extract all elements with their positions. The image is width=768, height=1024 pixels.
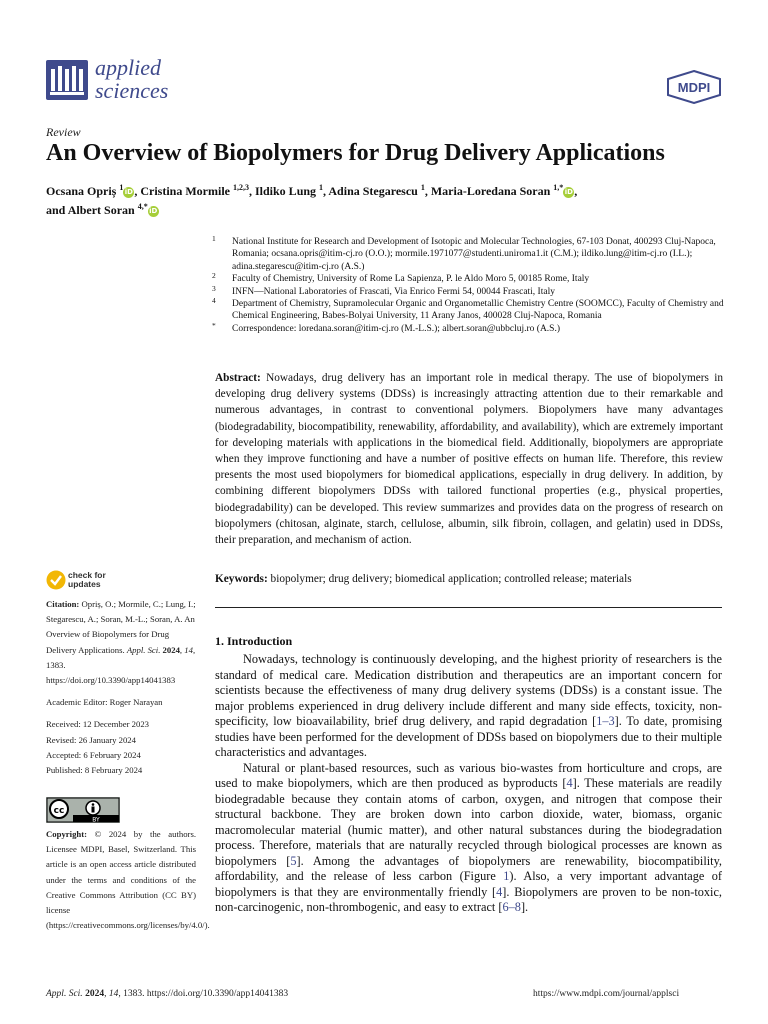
publisher-name: MDPI: [677, 80, 711, 95]
author-affiliation-mark: 1: [119, 183, 124, 192]
article-info-sidebar: [46, 597, 196, 785]
keywords-label: Keywords:: [215, 573, 268, 585]
affiliation-text: Department of Chemistry, Supramolecular Organic and Organometallic Chemistry Centre (SOOMCC), Faculty of Chemistry and Chemical Engineering, Babes-Bolyai University, 11 Arany Janos, 400028 Cluj-Napoca, Romania: [232, 299, 724, 322]
citation-link[interactable]: 4: [496, 884, 503, 899]
citation-block: Citation: Opriș, O.; Mormile, C.; Lung, I.; Stegarescu, A.; Soran, M.-L.; Soran, A. An Overview of Biopolymers for Drug Delivery Applications. Appl. Sci. 2024, 14, 1383. https://doi.org/10.3390/app14041383: [46, 599, 196, 686]
published-date: Published: 8 February 2024: [46, 765, 143, 776]
affiliation-text: Correspondence: loredana.soran@itim-cj.ro (M.-L.S.); albert.soran@ubbcluj.ro (A.S.): [232, 323, 561, 334]
copyright-notice: Copyright: © 2024 by the authors. Licensee MDPI, Basel, Switzerland. This article is an open access article distributed under the terms and conditions of the Creative Commons Attribution (CC BY) license (https://creativecommons.org/licenses/by/4.0/).: [46, 829, 210, 931]
affiliation-item: [212, 236, 724, 273]
citation-link[interactable]: 4: [566, 776, 573, 790]
intro-body: [215, 652, 722, 916]
affiliation-item: [212, 320, 724, 335]
orcid-icon[interactable]: iD: [564, 188, 573, 196]
author-affiliation-mark: 1,2,3: [233, 183, 249, 192]
author-name: Ocsana Opriș: [46, 184, 117, 198]
received-date: Received: 12 December 2023: [46, 719, 150, 730]
affiliation-number: 4: [212, 296, 216, 306]
author-name: Ildiko Lung: [255, 184, 317, 198]
affiliation-number: 2: [212, 271, 216, 281]
keywords-text: biopolymer; drug delivery; biomedical application; controlled release; materials: [270, 573, 632, 585]
affiliation-text: INFN—National Laboratories of Frascati, Via Enrico Fermi 54, 00044 Frascati, Italy: [232, 286, 555, 297]
footer-citation: Appl. Sci. 2024, 14, 1383. https://doi.org/10.3390/app14041383: [46, 989, 289, 999]
paragraph: Nowadays, technology is continuously developing, and the highest priority of researchers is the standard of medical care. Medication distribution and therapeutics are an important concern for scientists because the effectiveness of many drug delivery systems (DDSs) is a constant issue. The major problems experienced in drug delivery include different and many side effects, toxicity, non-specificity, low bioavailability, brief drug delivery, and rapid degradation [1–3]. To date, promising studies have been performed for the development of DDSs based on biopolymers due to their multiple characteristics and advantages.: [215, 652, 722, 759]
affiliation-item: [212, 283, 724, 298]
dates-block: [46, 717, 196, 778]
journal-name-line-2: sciences: [95, 78, 169, 103]
keywords: [215, 573, 723, 585]
citation-link[interactable]: 1–3: [596, 714, 615, 728]
abstract-label: Abstract:: [215, 372, 261, 384]
figure-link[interactable]: 1: [503, 869, 510, 883]
author-list: Ocsana Opriș $^1$iD, Cristina Mormile $^{1,2,3}$, Ildiko Lung $^1$, Adina Stegarescu $^1$, Maria-Loredana Soran $^{1,*}$iD, and Albert Soran $^{4,*}$iD: [46, 183, 578, 217]
section-heading: 1. Introduction: [215, 634, 293, 648]
svg-text:BY: BY: [92, 816, 100, 823]
affiliations: [212, 236, 724, 335]
affiliation-number: 1: [212, 234, 216, 243]
accepted-date: Accepted: 6 February 2024: [46, 749, 141, 760]
affiliation-text: National Institute for Research and Development of Isotopic and Molecular Technologies, 67-103 Donat, 400293 Cluj-Napoca, Romania; ocsana.opris@itim-cj.ro (O.O.); mormile.1971077@studenti.uniroma1.it (C.M.); ildiko.lung@itim-cj.ro (I.L.); adina.stegarescu@itim-cj.ro (A.S.): [232, 237, 716, 272]
affiliation-item: [212, 298, 724, 323]
cc-by-license-icon[interactable]: [46, 797, 120, 823]
citation-link[interactable]: 5: [290, 853, 297, 868]
affiliation-text: Faculty of Chemistry, University of Rome La Sapienza, P. le Aldo Moro 5, 00185 Rome, Italy: [232, 274, 590, 285]
orcid-icon[interactable]: iD: [149, 207, 158, 215]
author-affiliation-mark: 4,*: [137, 202, 148, 211]
revised-date: Revised: 26 January 2024: [46, 734, 136, 745]
journal-name: [95, 56, 168, 102]
citation-link[interactable]: 6–8: [502, 900, 521, 914]
author-affiliation-mark: 1: [319, 183, 324, 192]
author-name: Albert Soran: [67, 203, 135, 217]
orcid-icon[interactable]: iD: [124, 188, 133, 196]
check-for-updates-label[interactable]: check for updates: [68, 570, 106, 589]
affiliation-number: *: [212, 320, 216, 330]
abstract-text: Nowadays, drug delivery has an important role in medical therapy. The use of biopolymers in developing drug delivery systems (DDSs) is increasingly attracting attention due to their remarkable and numerous advantages, in contrast to conventional polymers. Biopolymers have many advantages (biodegradability, biocompatibility, renewability, affordability, and availability), which are extremely important for developing materials with applications in the biomedical field. Additionally, biopolymers are appropriate when they improve functioning and have a number of positive effects on human life. Therefore, this review presents the most used biopolymers for biomedical applications, especially in drug delivery. In addition, by combining different biopolymers DDSs with tailored functional properties (e.g., physical properties, biodegradability) can be developed. This review summarizes and provides data on the progress of research on biopolymers (chitosan, alginate, starch, cellulose, albumin, silk fibroin, collagen, and gelatin) used in DDSs, their preparation, and mechanism of action.: [215, 372, 723, 547]
mdpi-logo-icon: [666, 70, 722, 104]
author-affiliation-mark: 1,*: [553, 183, 564, 192]
article-type: Review: [46, 125, 81, 139]
journal-logo-icon: [46, 60, 88, 100]
author-name: Maria-Loredana Soran: [430, 184, 551, 198]
svg-text:cc: cc: [53, 806, 65, 816]
section-divider: [215, 607, 722, 608]
abstract: [215, 370, 723, 548]
academic-editor: Academic Editor: Roger Narayan: [46, 697, 163, 708]
author-name: Adina Stegarescu: [328, 184, 418, 198]
footer-journal-url[interactable]: https://www.mdpi.com/journal/applsci: [533, 989, 680, 999]
check-for-updates-icon[interactable]: [46, 570, 66, 590]
article-title: An Overview of Biopolymers for Drug Delivery Applications: [46, 140, 665, 166]
paragraph: Natural or plant-based resources, such as various bio-wastes from horticulture and crops, are used to make biopolymers, which are then produced as byproducts [4]. These materials are readily biodegradable because they contain atoms of carbon, oxygen, and nitrogen that compose their structural backbone. They are broken down into carbon dioxide, water, biomass, organic macromolecular material (humic matter), and other natural substances during the biodegradation process. Therefore, materials that are naturally recycled through biological processes are known as biopolymers [5]. Among the advantages of biopolymers are renewability, biocompatibility, affordability, and the release of less carbon (Figure 1). Also, a very important advantage of biopolymers is that they are environmentally friendly [4]. Biopolymers are proven to be non-toxic, non-carcinogenic, non-thrombogenic, and easy to extract [6–8].: [215, 760, 723, 914]
journal-name-line-1: applied: [95, 55, 161, 80]
affiliation-number: 3: [212, 283, 216, 293]
affiliation-item: [212, 273, 724, 285]
author-affiliation-mark: 1: [420, 183, 425, 192]
author-name: Cristina Mormile: [140, 184, 230, 198]
